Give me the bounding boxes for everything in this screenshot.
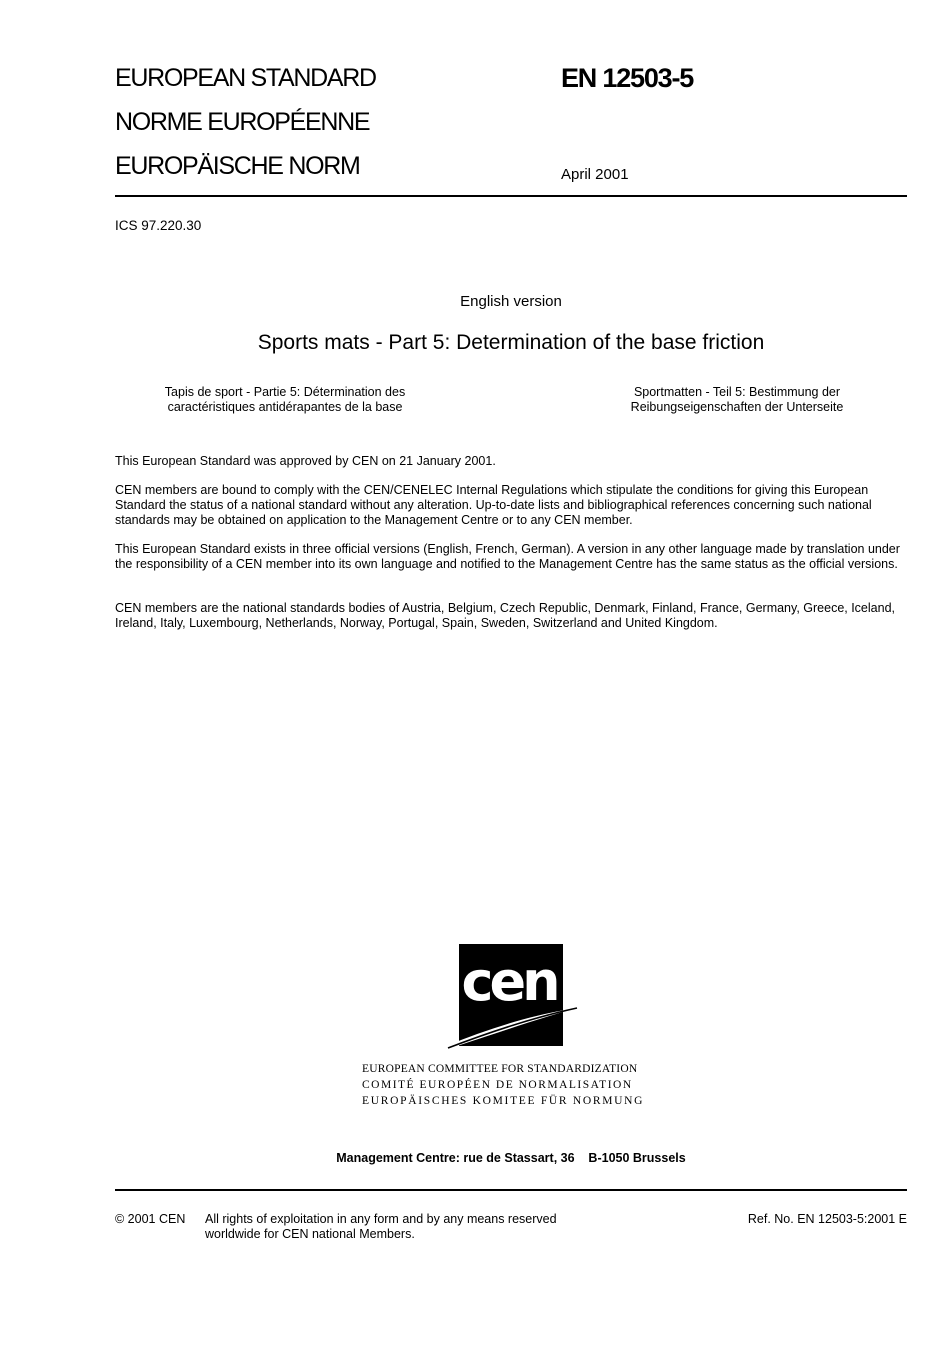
management-centre-address: Management Centre: rue de Stassart, 36 B-1050 Brussels: [336, 1151, 686, 1165]
french-title-line: Tapis de sport - Partie 5: Détermination des: [164, 385, 406, 399]
french-title-line: caractéristiques antidérapantes de la base: [167, 400, 403, 414]
ics-code: ICS 97.220.30: [115, 218, 202, 233]
title-french: NORME EUROPÉENNE: [115, 108, 370, 136]
paragraph-text: This European Standard was approved by CEN on 21 January 2001.: [115, 454, 496, 468]
title-german: EUROPÄISCHE NORM: [115, 152, 360, 180]
header-divider: [115, 195, 907, 197]
main-title: Sports mats - Part 5: Determination of the base friction: [257, 331, 765, 354]
committee-name-english: EUROPEAN COMMITTEE FOR STANDARDIZATION: [362, 1063, 638, 1075]
rights-line: All rights of exploitation in any form and by any means reserved: [205, 1212, 557, 1226]
paragraph-text: CEN members are the national standards bodies of Austria, Belgium, Czech Republic, Denmark, Finland, France, Germany, Greece, Iceland, Ireland, Italy, Luxembourg, Netherlands, Norway, Portugal, Spain, Sweden, Switzerland and United Kingdom.: [115, 601, 895, 630]
paragraph-text: CEN members are bound to comply with the CEN/CENELEC Internal Regulations which stipulate the conditions for giving this European Standard the status of a national standard without any alteration. Up-to-date lists and bibliographical references concerning such national standards may be obtained on application to the Management Centre or to any CEN member.: [115, 483, 872, 527]
cen-logo-text: cen: [461, 950, 557, 1013]
footer-divider: [115, 1189, 907, 1191]
regulations-paragraph: [115, 483, 907, 528]
rights-line: worldwide for CEN national Members.: [205, 1227, 415, 1241]
version-label: English version: [460, 293, 562, 310]
members-paragraph: [115, 601, 907, 631]
committee-names: [362, 1061, 662, 1109]
german-title-line: Reibungseigenschaften der Unterseite: [630, 400, 844, 414]
german-title: [602, 385, 872, 415]
cen-logo: [440, 942, 580, 1050]
reference-number: Ref. No. EN 12503-5:2001 E: [747, 1212, 907, 1226]
french-title: [140, 385, 430, 415]
rights-statement: [205, 1212, 557, 1242]
copyright: © 2001 CEN: [115, 1212, 186, 1226]
paragraph-text: This European Standard exists in three official versions (English, French, German). A version in any other language made by translation under the responsibility of a CEN member into its own language and notified to the Management Centre has the same status as the official versions.: [115, 542, 900, 571]
publication-date: April 2001: [561, 166, 629, 183]
title-english: EUROPEAN STANDARD: [115, 64, 376, 92]
approval-paragraph: [115, 454, 907, 469]
standard-number: EN 12503-5: [561, 63, 694, 93]
committee-name-german: EUROPÄISCHES KOMITEE FÜR NORMUNG: [362, 1095, 645, 1107]
german-title-line: Sportmatten - Teil 5: Bestimmung der: [633, 385, 841, 399]
committee-name-french: COMITÉ EUROPÉEN DE NORMALISATION: [362, 1079, 633, 1091]
versions-paragraph: [115, 542, 907, 572]
